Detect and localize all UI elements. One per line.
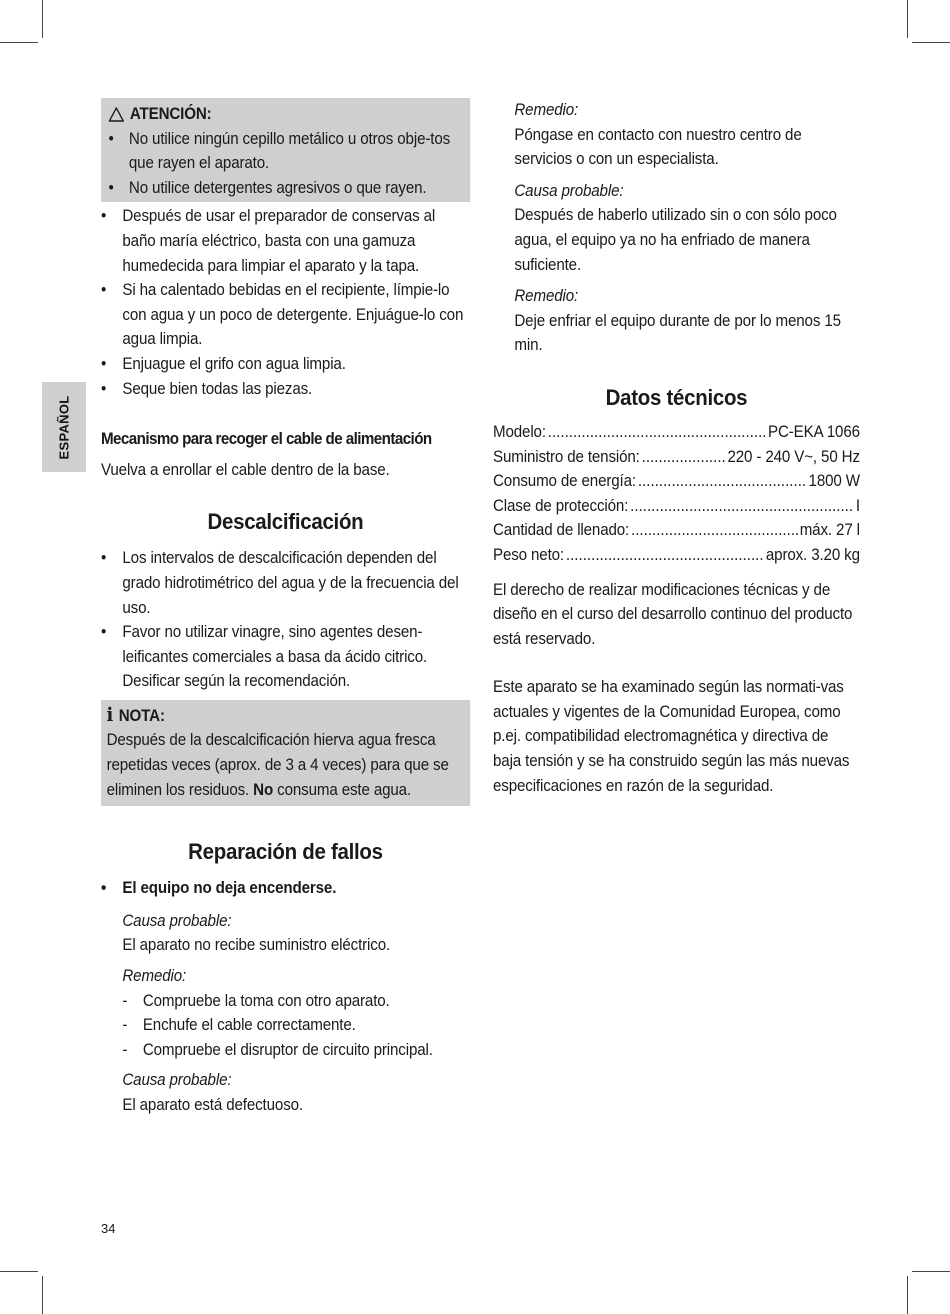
cleaning-list: [101, 204, 470, 401]
spec-label: Modelo:: [493, 422, 546, 441]
spec-row: [493, 543, 860, 568]
crop-mark: [907, 1276, 908, 1314]
remedy-list: [122, 989, 470, 1063]
spec-leader: [638, 469, 807, 494]
warning-triangle-icon: [108, 107, 124, 122]
attention-box: [101, 98, 470, 202]
spec-label: Clase de protección:: [493, 496, 629, 515]
right-column: [493, 98, 860, 798]
tech-data-heading: Datos técnicos: [605, 384, 748, 410]
remedy-label: Remedio:: [514, 287, 579, 306]
language-tab: [42, 382, 86, 472]
note-title-text: NOTA:: [118, 706, 165, 725]
note-text-after: consuma este agua.: [277, 780, 412, 799]
cause-label: Causa probable:: [122, 1071, 232, 1090]
remedy-label: Remedio:: [514, 101, 579, 119]
spec-row: [493, 518, 860, 543]
remedy-text: Póngase en contacto con nuestro centro de servicios o con un especialista.: [514, 125, 802, 169]
spec-row: [493, 445, 860, 470]
attention-title: [108, 102, 464, 127]
spec-label: Suministro de tensión:: [493, 447, 640, 466]
fault-list: [101, 876, 470, 901]
list-item: • Seque bien todas las piezas.: [101, 377, 470, 402]
crop-mark: [907, 0, 908, 38]
note-title: [107, 704, 465, 729]
cause-text: Después de haberlo utilizado sin o con sólo poco agua, el equipo ya no ha enfriado de manera suficiente.: [514, 206, 837, 274]
note-box: [101, 700, 470, 806]
spec-value: PC-EKA 1066: [768, 422, 860, 441]
list-item: - Enchufe el cable correctamente.: [122, 1013, 470, 1038]
remedy-label: Remedio:: [122, 967, 187, 986]
attention-list: [108, 127, 464, 201]
descaling-heading: Descalcificación: [207, 509, 364, 535]
spec-value: I: [855, 496, 860, 515]
list-item: • Favor no utilizar vinagre, sino agentes desen-leificantes comerciales a basa da ácido citrico. Desificar según la recomendación.: [101, 620, 470, 694]
page-number: 34: [101, 1221, 116, 1236]
descaling-list: [101, 546, 470, 694]
spec-leader: [566, 543, 764, 568]
list-item: - Compruebe la toma con otro aparato.: [122, 989, 470, 1014]
list-item: • Los intervalos de descalcificación dependen del grado hidrotimétrico del agua y de la frecuencia del uso.: [101, 546, 470, 620]
spec-table: [493, 420, 860, 568]
crop-mark: [912, 42, 950, 43]
crop-mark: [42, 0, 43, 38]
note-text-before: Después de la descalcificación hierva agua fresca repetidas veces (aprox. de 3 a 4 veces) para que se eliminen los residuos.: [106, 731, 449, 799]
fault-details: [101, 909, 470, 1118]
spec-label: Consumo de energía:: [493, 472, 636, 491]
cable-text: Vuelva a enrollar el cable dentro de la base.: [101, 460, 390, 479]
spec-leader: [631, 518, 798, 543]
spec-row: [493, 469, 860, 494]
cause-text: El aparato está defectuoso.: [122, 1096, 303, 1114]
list-item: • No utilice ningún cepillo metálico u otros obje-tos que rayen el aparato.: [108, 127, 464, 176]
cause-label: Causa probable:: [514, 181, 624, 200]
attention-title-text: ATENCIÓN:: [129, 105, 212, 123]
list-item: • Si ha calentado bebidas en el recipiente, límpie-lo con agua y un poco de detergente. Enjuágue-lo con agua limpia.: [101, 278, 470, 352]
crop-mark: [0, 1271, 38, 1272]
spec-leader: [642, 445, 726, 470]
list-item: • Después de usar el preparador de conservas al baño maría eléctrico, basta con una gamuza humedecida para limpiar el aparato y la tapa.: [101, 204, 470, 278]
spec-leader: [630, 494, 854, 519]
compliance-text: Este aparato se ha examinado según las normati-vas actuales y vigentes de la Comunidad Europea, como p.ej. compatibilidad electromagnética y directiva de baja tensión y se ha construido según las más nuevas especificaciones en razón de la seguridad.: [493, 678, 850, 795]
list-item: - Compruebe el disruptor de circuito principal.: [122, 1038, 470, 1063]
remedy-text: Deje enfriar el equipo durante de por lo menos 15 min.: [514, 311, 841, 355]
crop-mark: [912, 1271, 950, 1272]
spec-value: 220 - 240 V~, 50 Hz: [727, 447, 860, 466]
spec-row: [493, 420, 860, 445]
fault-details-continued: [493, 98, 860, 358]
note-text: [107, 728, 465, 802]
note-bold-word: No: [253, 780, 274, 799]
fault-title-text: El equipo no deja encenderse.: [122, 879, 337, 898]
spec-label: Peso neto:: [493, 545, 565, 564]
crop-mark: [42, 1276, 43, 1314]
rights-text: El derecho de realizar modificaciones técnicas y de diseño en el curso del desarrollo continuo del producto está reservado.: [493, 580, 853, 648]
crop-mark: [0, 42, 38, 43]
spec-value: aprox. 3.20 kg: [765, 545, 860, 564]
troubleshooting-heading: Reparación de fallos: [188, 839, 383, 865]
left-column: [101, 98, 470, 1118]
spec-leader: [548, 420, 766, 445]
cause-label: Causa probable:: [122, 911, 232, 930]
cable-heading: Mecanismo para recoger el cable de alimentación: [101, 430, 432, 449]
list-item: • No utilice detergentes agresivos o que rayen.: [108, 176, 464, 201]
spec-value: 1800 W: [808, 472, 860, 491]
spec-row: [493, 494, 860, 519]
info-icon: ℹ: [106, 705, 114, 727]
spec-value: máx. 27 l: [799, 521, 860, 540]
list-item: • Enjuague el grifo con agua limpia.: [101, 352, 470, 377]
cause-text: El aparato no recibe suministro eléctrico.: [122, 936, 391, 955]
fault-title: [101, 876, 470, 901]
spec-label: Cantidad de llenado:: [493, 521, 630, 540]
language-tab-label: ESPAÑOL: [56, 395, 72, 459]
